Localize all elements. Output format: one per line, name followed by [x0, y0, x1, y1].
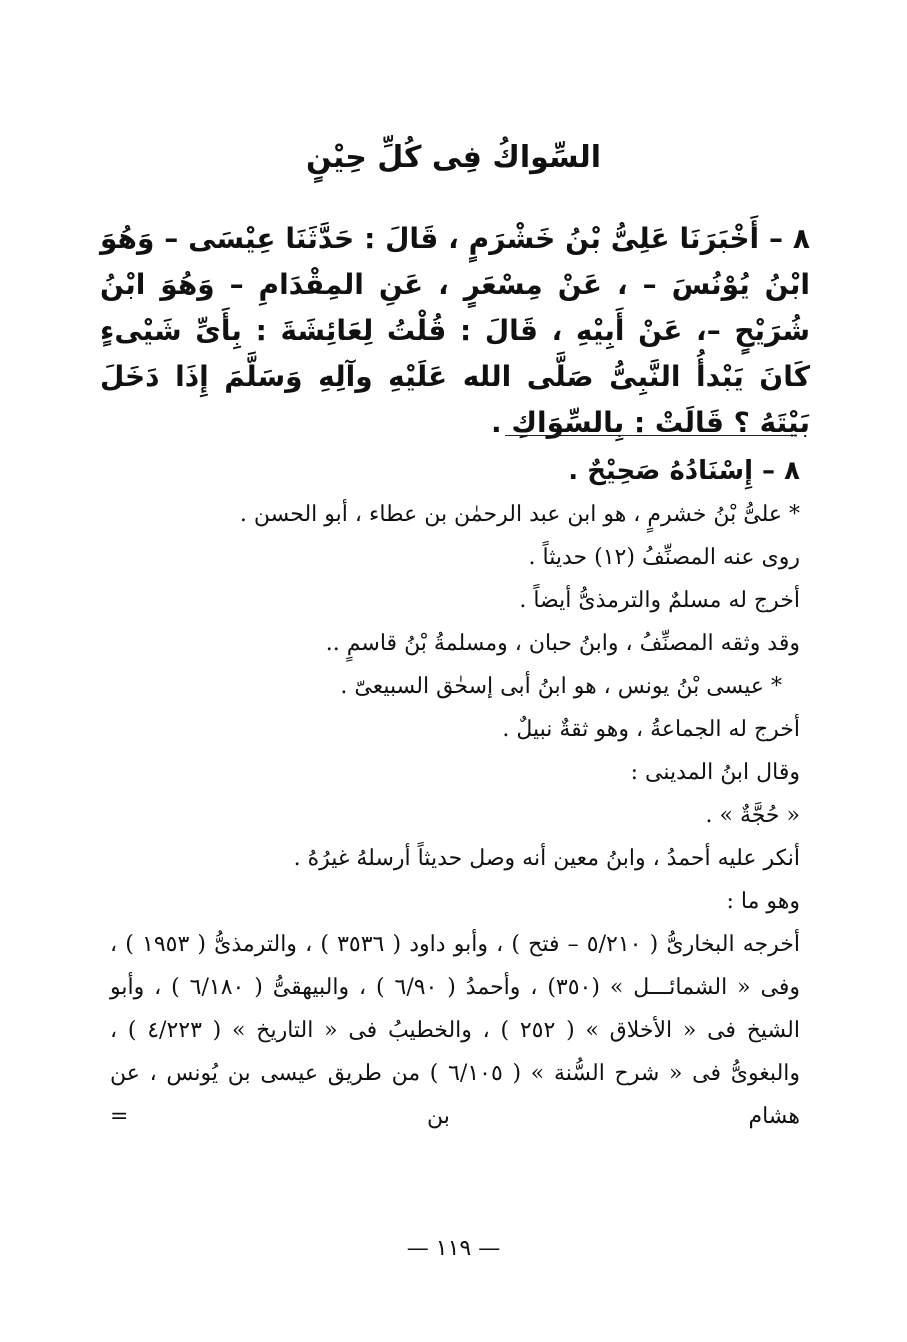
footnote-line: أخرج له الجماعةُ ، وهو ثقةٌ نبيلٌ .: [502, 717, 800, 742]
footnote-block: [110, 450, 800, 1138]
footnote-line: * علىُّ بْنُ خشرمٍ ، هو ابن عبد الرحمٰن بن عطاء ، أبو الحسن .: [239, 502, 800, 527]
footnote-line: وهو ما :: [726, 889, 800, 914]
footnote-heading: ٨ – إِسْنَادُهُ صَحِيْحٌ .: [568, 456, 800, 486]
footnote-separator: [505, 435, 797, 436]
page-number: — ١١٩ —: [406, 1236, 501, 1261]
hadith-text: ٨ – أَخْبَرَنَا عَلِىُّ بْنُ خَشْرَمٍ ، قَالَ : حَدَّثَنَا عِيْسَى – وَهُوَ ابْنُ يُوْنُسَ – ، عَنْ مِسْعَرٍ ، عَنِ المِقْدَامِ – وَهُوَ ابْنُ شُرَيْحٍ –، عَنْ أَبِيْهِ ، قَالَ : قُلْتُ لِعَائِشَةَ : بِأَىِّ شَيْىءٍ كَانَ يَبْدأُ النَّبِىُّ صَلَّى الله عَلَيْهِ وآلِهِ وَسَلَّمَ إِذَا دَخَلَ بَيْتَهُ ؟ قَالَتْ : بِالسِّوَاكِ .: [100, 222, 810, 439]
footnote-line: وقد وثقه المصنِّفُ ، وابنُ حبان ، ومسلمةُ بْنُ قاسمٍ ..: [325, 631, 800, 656]
footnote-line: روى عنه المصنِّفُ (١٢) حديثاً .: [528, 545, 800, 570]
footnote-line: وقال ابنُ المدينى :: [630, 760, 800, 785]
footnote-line: * عيسى بْنُ يونس ، هو ابنُ أبى إسحٰق السبيعىّ .: [340, 674, 782, 699]
footnote-paragraph: أخرجه البخارىُّ ( ٥/٢١٠ – فتح ) ، وأبو داود ( ٣٥٣٦ ) ، والترمذىُّ ( ١٩٥٣ ) ، وفى « الشمائـــل » (٣٥٠) ، وأحمدُ ( ٦/٩٠ ) ، والبيهقىُّ ( ٦/١٨٠ ) ، وأبو الشيخ فى « الأخلاق » ( ٢٥٢ ) ، والخطيبُ فى « التاريخ » ( ٤/٢٢٣ ) ، والبغوىُّ فى « شرح السُّنة » ( ٦/١٠٥ ) من طريق عيسى بن يُونس ، عن هشام بن =: [110, 932, 801, 1129]
chapter-title: السِّواكُ فِى كُلِّ حِيْنٍ: [305, 140, 602, 175]
footnote-line: أخرج له مسلمٌ والترمذىُّ أيضاً .: [519, 588, 800, 613]
footnote-line: أنكر عليه أحمدُ ، وابنُ معين أنه وصل حديثاً أرسلهُ غيرُهُ .: [293, 846, 800, 871]
footnote-line: « حُجَّةٌ » .: [705, 803, 800, 828]
